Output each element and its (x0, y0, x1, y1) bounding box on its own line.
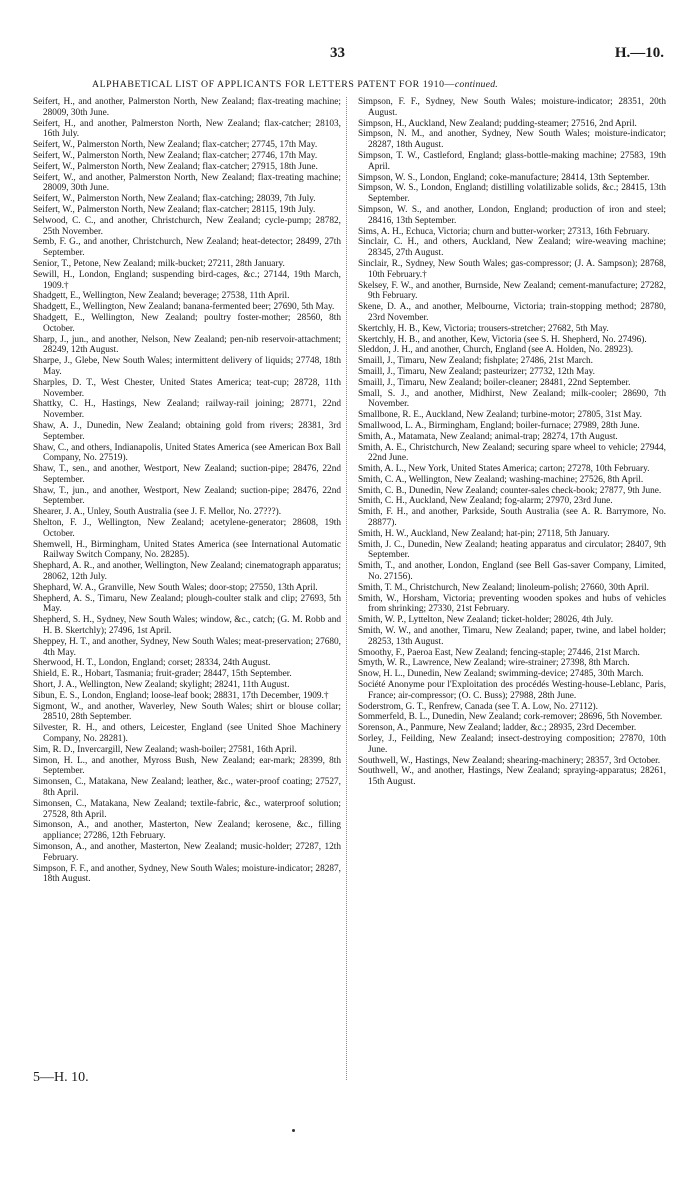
list-entry: Smaill, J., Timaru, New Zealand; pasteurizer; 27732, 12th May. (358, 366, 595, 377)
list-entry: Smallbone, R. E., Auckland, New Zealand; turbine-motor; 27805, 31st May. (358, 410, 642, 421)
list-entry: Smith, A., Matamata, New Zealand; animal-trap; 28274, 17th August. (358, 431, 618, 442)
list-entry: Sinclair, R., Sydney, New South Wales; gas-compressor; (J. A. Sampson); 28768, 10th February.† (358, 258, 666, 280)
list-entry: Sharp, J., jun., and another, Nelson, New Zealand; pen-nib reservoir-attachment; 28249, 12th August. (33, 334, 341, 356)
right-column (358, 97, 666, 788)
list-entry: Smith, T. M., Christchurch, New Zealand; linoleum-polish; 27660, 30th April. (358, 582, 649, 593)
list-entry: Simpson, W. S., London, England; distilling volatilizable solids, &c.; 28415, 13th September. (358, 183, 666, 205)
list-entry: Southwell, W., and another, Hastings, New Zealand; spraying-apparatus; 28261, 15th August. (358, 766, 666, 788)
list-entry: Sewill, H., London, England; suspending bird-cages, &c.; 27144, 19th March, 1909.† (33, 269, 341, 291)
list-entry: Semb, F. G., and another, Christchurch, New Zealand; heat-detector; 28499, 27th September. (33, 237, 341, 259)
page-heading (92, 79, 672, 90)
list-entry: Shield, E. R., Hobart, Tasmania; fruit-grader; 28447, 15th September. (33, 669, 292, 680)
list-entry: Shepherd, S. H., Sydney, New South Wales; window, &c., catch; (G. M. Robb and H. B. Skertchly); 27496, 1st April. (33, 615, 341, 637)
list-entry: Sheppey, H. T., and another, Sydney, New South Wales; meat-preservation; 27680, 4th May. (33, 636, 341, 658)
document-reference: H.—10. (614, 45, 664, 61)
list-entry: Shemwell, H., Birmingham, United States America (see International Automatic Railway Switch Company, No. 28285). (33, 539, 341, 561)
list-entry: Skelsey, F. W., and another, Burnside, New Zealand; cement-manufacture; 27282, 9th February. (358, 280, 666, 302)
list-entry: Shepherd, A. S., Timaru, New Zealand; plough-coulter stalk and clip; 27693, 5th May. (33, 593, 341, 615)
list-entry: Simpson, W. S., and another, London, England; production of iron and steel; 28416, 13th September. (358, 204, 666, 226)
list-entry: Smith, C. B., Dunedin, New Zealand; counter-sales check-book; 27877, 9th June. (358, 485, 662, 496)
list-entry: Short, J. A., Wellington, New Zealand; skylight; 28241, 11th August. (33, 680, 290, 691)
list-entry: Shadgett, E., Wellington, New Zealand; beverage; 27538, 11th April. (33, 291, 290, 302)
list-entry: Simpson, F. F., Sydney, New South Wales; moisture-indicator; 28351, 20th August. (358, 97, 666, 118)
list-entry: Silvester, R. H., and others, Leicester, England (see United Shoe Machinery Company, No. 28281). (33, 723, 341, 745)
list-entry: Smoothy, F., Paeroa East, New Zealand; fencing-staple; 27446, 21st March. (358, 647, 640, 658)
list-entry: Shephard, W. A., Granville, New South Wales; door-stop; 27550, 13th April. (33, 582, 318, 593)
list-entry: Simpson, H., Auckland, New Zealand; pudding-steamer; 27516, 2nd April. (358, 118, 637, 129)
left-column (33, 97, 341, 885)
list-entry: Soderstrom, G. T., Renfrew, Canada (see T. A. Low, No. 27112). (358, 701, 598, 712)
list-entry: Shaw, T., jun., and another, Westport, New Zealand; suction-pipe; 28476, 22nd September. (33, 485, 341, 507)
list-entry: Shattky, C. H., Hastings, New Zealand; railway-rail joining; 28771, 22nd November. (33, 399, 341, 421)
page-number: 33 (330, 45, 345, 61)
list-entry: Smaill, J., Timaru, New Zealand; boiler-cleaner; 28481, 22nd September. (358, 377, 631, 388)
list-entry: Seifert, H., and another, Palmerston North, New Zealand; flax-treating machine; 28009, 30th June. (33, 97, 341, 118)
list-entry: Small, S. J., and another, Midhirst, New Zealand; milk-cooler; 28690, 7th November. (358, 388, 666, 410)
list-entry: Shearer, J. A., Unley, South Australia (see J. F. Mellor, No. 27???). (33, 507, 282, 518)
column-divider (346, 97, 347, 1080)
list-entry: Simonsen, C., Matakana, New Zealand; textile-fabric, &c., waterproof solution; 27528, 8th April. (33, 798, 341, 820)
list-entry: Simpson, T. W., Castleford, England; glass-bottle-making machine; 27583, 19th April. (358, 150, 666, 172)
list-entry: Seifert, W., Palmerston North, New Zealand; flax-catcher; 28115, 19th July. (33, 204, 316, 215)
list-entry: Simonson, A., and another, Masterton, New Zealand; kerosene, &c., filling appliance; 27286, 12th February. (33, 820, 341, 842)
list-entry: Snow, H. L., Dunedin, New Zealand; swimming-device; 27485, 30th March. (358, 669, 644, 680)
list-entry: Sleddon, J. H., and another, Church, England (see A. Holden, No. 28923). (358, 345, 634, 356)
list-entry: Simpson, N. M., and another, Sydney, New South Wales; moisture-indicator; 28287, 18th August. (358, 129, 666, 151)
list-entry: Seifert, W., Palmerston North, New Zealand; flax-catching; 28039, 7th July. (33, 194, 316, 205)
list-entry: Sims, A. H., Echuca, Victoria; churn and butter-worker; 27313, 16th February. (358, 226, 650, 237)
list-entry: Senior, T., Petone, New Zealand; milk-bucket; 27211, 28th January. (33, 258, 285, 269)
list-entry: Société Anonyme pour l'Exploitation des procédés Westing-house-Leblanc, Paris, France; air-compressor; (O. C. Buss); 27988, 28th June. (358, 680, 666, 701)
list-entry: Sim, R. D., Invercargill, New Zealand; wash-boiler; 27581, 16th April. (33, 744, 297, 755)
list-entry: Simonson, A., and another, Masterton, New Zealand; music-holder; 27287, 12th February. (33, 841, 341, 863)
list-entry: Smith, T., and another, London, England (see Bell Gas-saver Company, Limited, No. 27156). (358, 561, 666, 583)
list-entry: Sorenson, A., Panmure, New Zealand; ladder, &c.; 28935, 23rd December. (358, 723, 637, 734)
list-entry: Shelton, F. J., Wellington, New Zealand; acetylene-generator; 28608, 19th October. (33, 518, 341, 539)
list-entry: Sorley, J., Feilding, New Zealand; insect-destroying composition; 27870, 10th June. (358, 734, 666, 755)
list-entry: Smith, A. L., New York, United States America; carton; 27278, 10th February. (358, 464, 650, 475)
list-entry: Sherwood, H. T., London, England; corset; 28334, 24th August. (33, 658, 271, 669)
list-entry: Smith, A. E., Christchurch, New Zealand; securing spare wheel to vehicle; 27944, 22nd June. (358, 442, 666, 464)
list-entry: Seifert, W., Palmerston North, New Zealand; flax-catcher; 27746, 17th May. (33, 150, 318, 161)
list-entry: Smith, H. W., Auckland, New Zealand; hat-pin; 27118, 5th January. (358, 528, 610, 539)
list-entry: Simpson, W. S., London, England; coke-manufacture; 28414, 13th September. (358, 172, 650, 183)
list-entry: Sinclair, C. H., and others, Auckland, New Zealand; wire-weaving machine; 28345, 27th August. (358, 237, 666, 259)
list-entry: Seifert, W., Palmerston North, New Zealand; flax-catcher; 27915, 18th June. (33, 161, 318, 172)
heading-continued: continued. (454, 79, 498, 90)
list-entry: Seifert, W., and another, Palmerston North, New Zealand; flax-treating machine; 28009, 30th June. (33, 172, 341, 194)
list-entry: Seifert, W., Palmerston North, New Zealand; flax-catcher; 27745, 17th May. (33, 140, 318, 151)
list-entry: Southwell, W., Hastings, New Zealand; shearing-machinery; 28357, 3rd October. (358, 755, 661, 766)
list-entry: Shaw, T., sen., and another, Westport, New Zealand; suction-pipe; 28476, 22nd September. (33, 464, 341, 485)
list-entry: Simonsen, C., Matakana, New Zealand; leather, &c., water-proof coating; 27527, 8th April. (33, 777, 341, 798)
list-entry: Shadgett, E., Wellington, New Zealand; banana-fermented beer; 27690, 5th May. (33, 302, 335, 313)
list-entry: Sigmont, W., and another, Waverley, New South Wales; shirt or blouse collar; 28510, 28th September. (33, 701, 341, 723)
page-dot (292, 1129, 295, 1132)
list-entry: Simon, H. L., and another, Myross Bush, New Zealand; ear-mark; 28399, 8th September. (33, 755, 341, 777)
list-entry: Shaw, C., and others, Indianapolis, United States America (see American Box Ball Company, No. 27519). (33, 442, 341, 464)
list-entry: Selwood, C. C., and another, Christchurch, New Zealand; cycle-pump; 28782, 25th November. (33, 215, 341, 237)
footer-code: 5—H. 10. (33, 1070, 89, 1085)
list-entry: Shaw, A. J., Dunedin, New Zealand; obtaining gold from rivers; 28381, 3rd September. (33, 420, 341, 442)
list-entry: Smith, W. W., and another, Timaru, New Zealand; paper, twine, and label holder; 28253, 13th August. (358, 626, 666, 647)
list-entry: Smaill, J., Timaru, New Zealand; fishplate; 27486, 21st March. (358, 356, 593, 367)
list-entry: Smith, W., Horsham, Victoria; preventing wooden spokes and hubs of vehicles from shrinking; 27330, 21st February. (358, 593, 666, 615)
list-entry: Shadgett, E., Wellington, New Zealand; poultry foster-mother; 28560, 8th October. (33, 312, 341, 334)
list-entry: Skertchly, H. B., Kew, Victoria; trousers-stretcher; 27682, 5th May. (358, 323, 609, 334)
list-entry: Sharpe, J., Glebe, New South Wales; intermittent delivery of liquids; 27748, 18th May. (33, 356, 341, 377)
list-entry: Sibun, E. S., London, England; loose-leaf book; 28831, 17th December, 1909.† (33, 690, 329, 701)
list-entry: Smallwood, L. A., Birmingham, England; boiler-furnace; 27989, 28th June. (358, 420, 640, 431)
list-entry: Sharples, D. T., West Chester, United States America; teat-cup; 28728, 11th November. (33, 377, 341, 399)
list-entry: Simpson, F. F., and another, Sydney, New South Wales; moisture-indicator; 28287, 18th August. (33, 863, 341, 885)
list-entry: Seifert, H., and another, Palmerston North, New Zealand; flax-catcher; 28103, 16th July. (33, 118, 341, 140)
list-entry: Smyth, W. R., Lawrence, New Zealand; wire-strainer; 27398, 8th March. (358, 658, 630, 669)
list-entry: Skene, D. A., and another, Melbourne, Victoria; train-stopping method; 28780, 23rd November. (358, 302, 666, 323)
list-entry: Sommerfeld, B. L., Dunedin, New Zealand; cork-remover; 28696, 5th November. (358, 712, 663, 723)
list-entry: Smith, J. C., Dunedin, New Zealand; heating apparatus and circulator; 28407, 9th September. (358, 539, 666, 561)
list-entry: Smith, C. H., Auckland, New Zealand; fog-alarm; 27970, 23rd June. (358, 496, 613, 507)
list-entry: Smith, W. P., Lyttelton, New Zealand; ticket-holder; 28026, 4th July. (358, 615, 614, 626)
list-entry: Skertchly, H. B., and another, Kew, Victoria (see S. H. Shepherd, No. 27496). (358, 334, 647, 345)
heading-title: ALPHABETICAL LIST OF APPLICANTS FOR LETTERS PATENT FOR 1910— (92, 79, 455, 90)
list-entry: Smith, C. A., Wellington, New Zealand; washing-machine; 27526, 8th April. (358, 474, 644, 485)
list-entry: Smith, F. H., and another, Parkside, South Australia (see A. R. Barrymore, No. 28877). (358, 507, 666, 529)
list-entry: Shephard, A. R., and another, Wellington, New Zealand; cinematograph apparatus; 28062, 12th July. (33, 561, 341, 583)
